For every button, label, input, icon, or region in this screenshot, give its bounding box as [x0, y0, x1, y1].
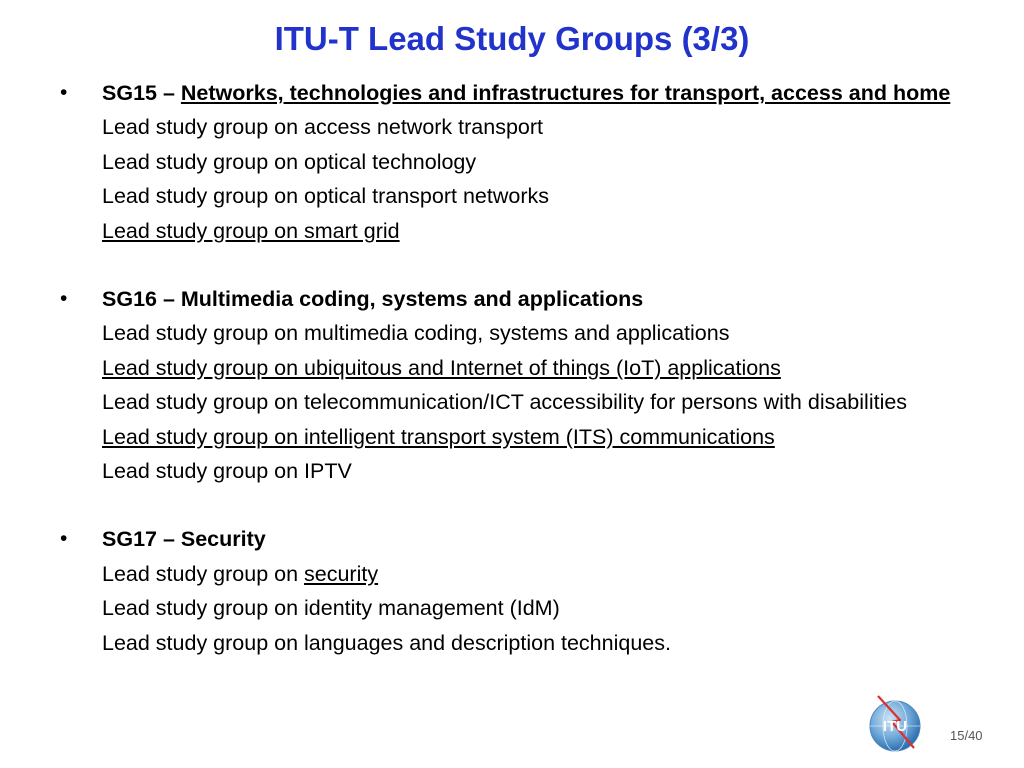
sg17-heading: SG17 – Security — [102, 527, 266, 552]
bullet-sg16 — [58, 282, 958, 488]
sg15-line: Lead study group on access network transport — [102, 115, 544, 140]
bullet-marker: • — [60, 527, 68, 551]
itu-logo — [862, 690, 928, 756]
bullet-marker: • — [60, 81, 68, 104]
sg17-line-prefix: Lead study group on — [102, 561, 305, 586]
sg15-smart-grid-link[interactable]: Lead study group on smart grid — [102, 218, 400, 243]
bullet-marker: • — [60, 287, 68, 311]
slide-title: ITU-T Lead Study Groups (3/3) — [274, 20, 750, 57]
bullet-list — [58, 76, 958, 660]
sg17-line: Lead study group on identity management (IdM) — [102, 596, 560, 621]
bullet-sg17 — [58, 522, 958, 660]
sg15-name-link[interactable]: Networks, technologies and infrastructures for transport, access and home — [180, 81, 951, 105]
sg15-heading — [102, 76, 958, 110]
sg17-security-link[interactable]: security — [304, 561, 379, 586]
bullet-sg15 — [58, 76, 958, 248]
sg16-line: Lead study group on telecommunication/ICT accessibility for persons with disabilities — [102, 390, 908, 415]
sg16-line: Lead study group on multimedia coding, systems and applications — [102, 321, 730, 346]
sg15-line: Lead study group on optical technology — [102, 149, 477, 174]
sg15-code: SG15 – — [102, 81, 181, 105]
page-number: 15/40 — [950, 728, 983, 743]
sg16-line: Lead study group on IPTV — [102, 459, 352, 484]
sg15-line: Lead study group on optical transport networks — [102, 184, 549, 209]
logo-text: ITU — [882, 718, 908, 735]
sg17-line — [102, 557, 958, 591]
sg16-iot-link[interactable]: Lead study group on ubiquitous and Internet of things (IoT) applications — [102, 355, 781, 380]
sg16-heading: SG16 – Multimedia coding, systems and applications — [102, 287, 644, 312]
sg17-line: Lead study group on languages and description techniques. — [102, 630, 671, 655]
sg16-its-link[interactable]: Lead study group on intelligent transport system (ITS) communications — [102, 424, 775, 449]
